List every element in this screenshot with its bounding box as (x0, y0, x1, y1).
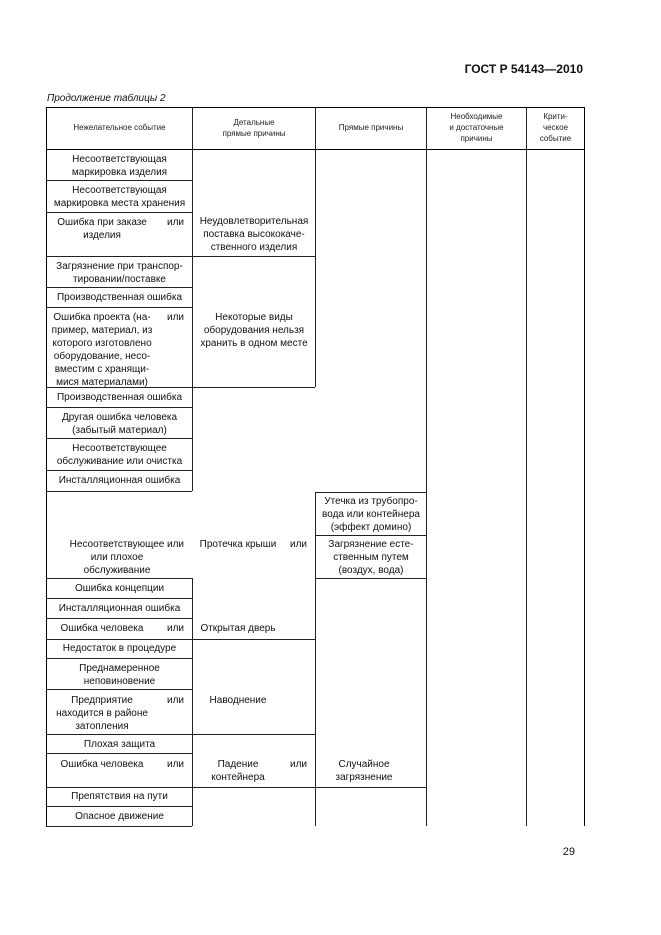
or-label: или (290, 759, 308, 770)
column-header-undesired-event: Нежелательное событие (73, 123, 166, 132)
document-code: ГОСТ Р 54143—2010 (464, 62, 583, 76)
row-divider (192, 639, 315, 640)
event-cell: Ошибка человека (60, 623, 144, 634)
row-divider (46, 491, 192, 492)
event-cell: Производственная ошибка (56, 392, 183, 403)
direct-cause-cell: Загрязнение есте- ственным путем (воздух, вода) (328, 539, 414, 576)
row-divider (46, 578, 192, 579)
row-divider (46, 753, 192, 754)
event-cell: Ошибка при заказе изделия (57, 217, 147, 241)
row-divider (46, 618, 192, 619)
row-divider (192, 256, 315, 257)
detailed-cause-cell: Наводнение (209, 695, 267, 706)
row-divider (192, 787, 315, 788)
row-divider (46, 734, 192, 735)
detailed-cause-cell: Неудовлетворительная поставка высококаче- ственного изделия (199, 216, 309, 253)
row-divider (46, 658, 192, 659)
detailed-cause-cell: Некоторые виды оборудования нельзя хранить в одном месте (200, 312, 308, 349)
or-label: или (167, 623, 185, 634)
or-label: или (167, 312, 185, 323)
event-cell: Недостаток в процедуре (62, 643, 177, 654)
row-divider (315, 535, 426, 536)
or-label: или (290, 539, 308, 550)
event-cell: Ошибка концепции (74, 583, 165, 594)
row-divider (46, 639, 192, 640)
row-divider (46, 826, 192, 827)
event-cell: Предприятие находится в районе затопления (56, 695, 148, 732)
row-divider (46, 287, 192, 288)
event-cell: Опасное движение (75, 811, 164, 822)
or-label: или (167, 539, 185, 550)
page-number: 29 (562, 846, 575, 858)
event-cell: Плохая защита (83, 739, 156, 750)
col-divider (315, 578, 316, 826)
column-header-direct-causes: Прямые причины (338, 123, 404, 132)
event-cell: Производственная ошибка (56, 292, 183, 303)
header-divider (426, 107, 427, 826)
row-divider (46, 212, 192, 213)
event-cell: Ошибка проекта (на- пример, материал, из которого изготовлено оборудование, несо- вместим с хранящи- мися материалами) (51, 312, 153, 388)
detailed-cause-cell: Падение контейнера (211, 759, 265, 783)
row-divider (46, 307, 192, 308)
table-right-border (584, 107, 585, 826)
row-divider (192, 734, 315, 735)
row-divider (46, 806, 192, 807)
event-cell: Несоответствующая маркировка изделия (71, 154, 168, 178)
header-divider (526, 107, 527, 826)
or-label: или (167, 759, 185, 770)
event-cell: Инсталляционная ошибка (58, 603, 181, 614)
column-header-necessary-causes: Необходимые и достаточные причины (449, 112, 504, 143)
row-divider (315, 787, 426, 788)
event-cell: Инсталляционная ошибка (58, 475, 181, 486)
row-divider (46, 598, 192, 599)
row-divider (46, 470, 192, 471)
event-cell: Загрязнение при транспор- тировании/поставке (56, 261, 183, 285)
or-label: или (167, 695, 185, 706)
row-divider (46, 407, 192, 408)
row-divider (315, 492, 426, 493)
event-cell: Несоответствующее или плохое обслуживание (69, 539, 165, 576)
row-divider (192, 387, 315, 388)
event-cell: Ошибка человека (60, 759, 144, 770)
column-header-detailed-causes: Детальные прямые причины (222, 118, 286, 138)
row-divider (46, 180, 192, 181)
direct-cause-cell: Утечка из трубопро- вода или контейнера (эффект домино) (322, 496, 420, 533)
direct-cause-cell: Случайное загрязнение (335, 759, 393, 783)
row-divider (46, 438, 192, 439)
column-header-critical-event: Крити- ческое событие (539, 112, 572, 143)
row-divider (46, 256, 192, 257)
row-divider (46, 689, 192, 690)
row-divider (315, 578, 426, 579)
event-cell: Несоответствующее обслуживание или очистка (56, 443, 183, 467)
col-divider (315, 149, 316, 387)
detailed-cause-cell: Открытая дверь (200, 623, 276, 634)
detailed-cause-cell: Протечка крыши (199, 539, 277, 550)
event-cell: Другая ошибка человека (забытый материал) (61, 412, 178, 436)
table-caption: Продолжение таблицы 2 (47, 93, 166, 104)
event-cell: Преднамеренное неповиновение (79, 663, 160, 687)
row-divider (46, 787, 192, 788)
event-cell: Несоответствующая маркировка места хранения (53, 185, 186, 209)
event-cell: Препятствия на пути (71, 791, 168, 802)
or-label: или (167, 217, 185, 228)
